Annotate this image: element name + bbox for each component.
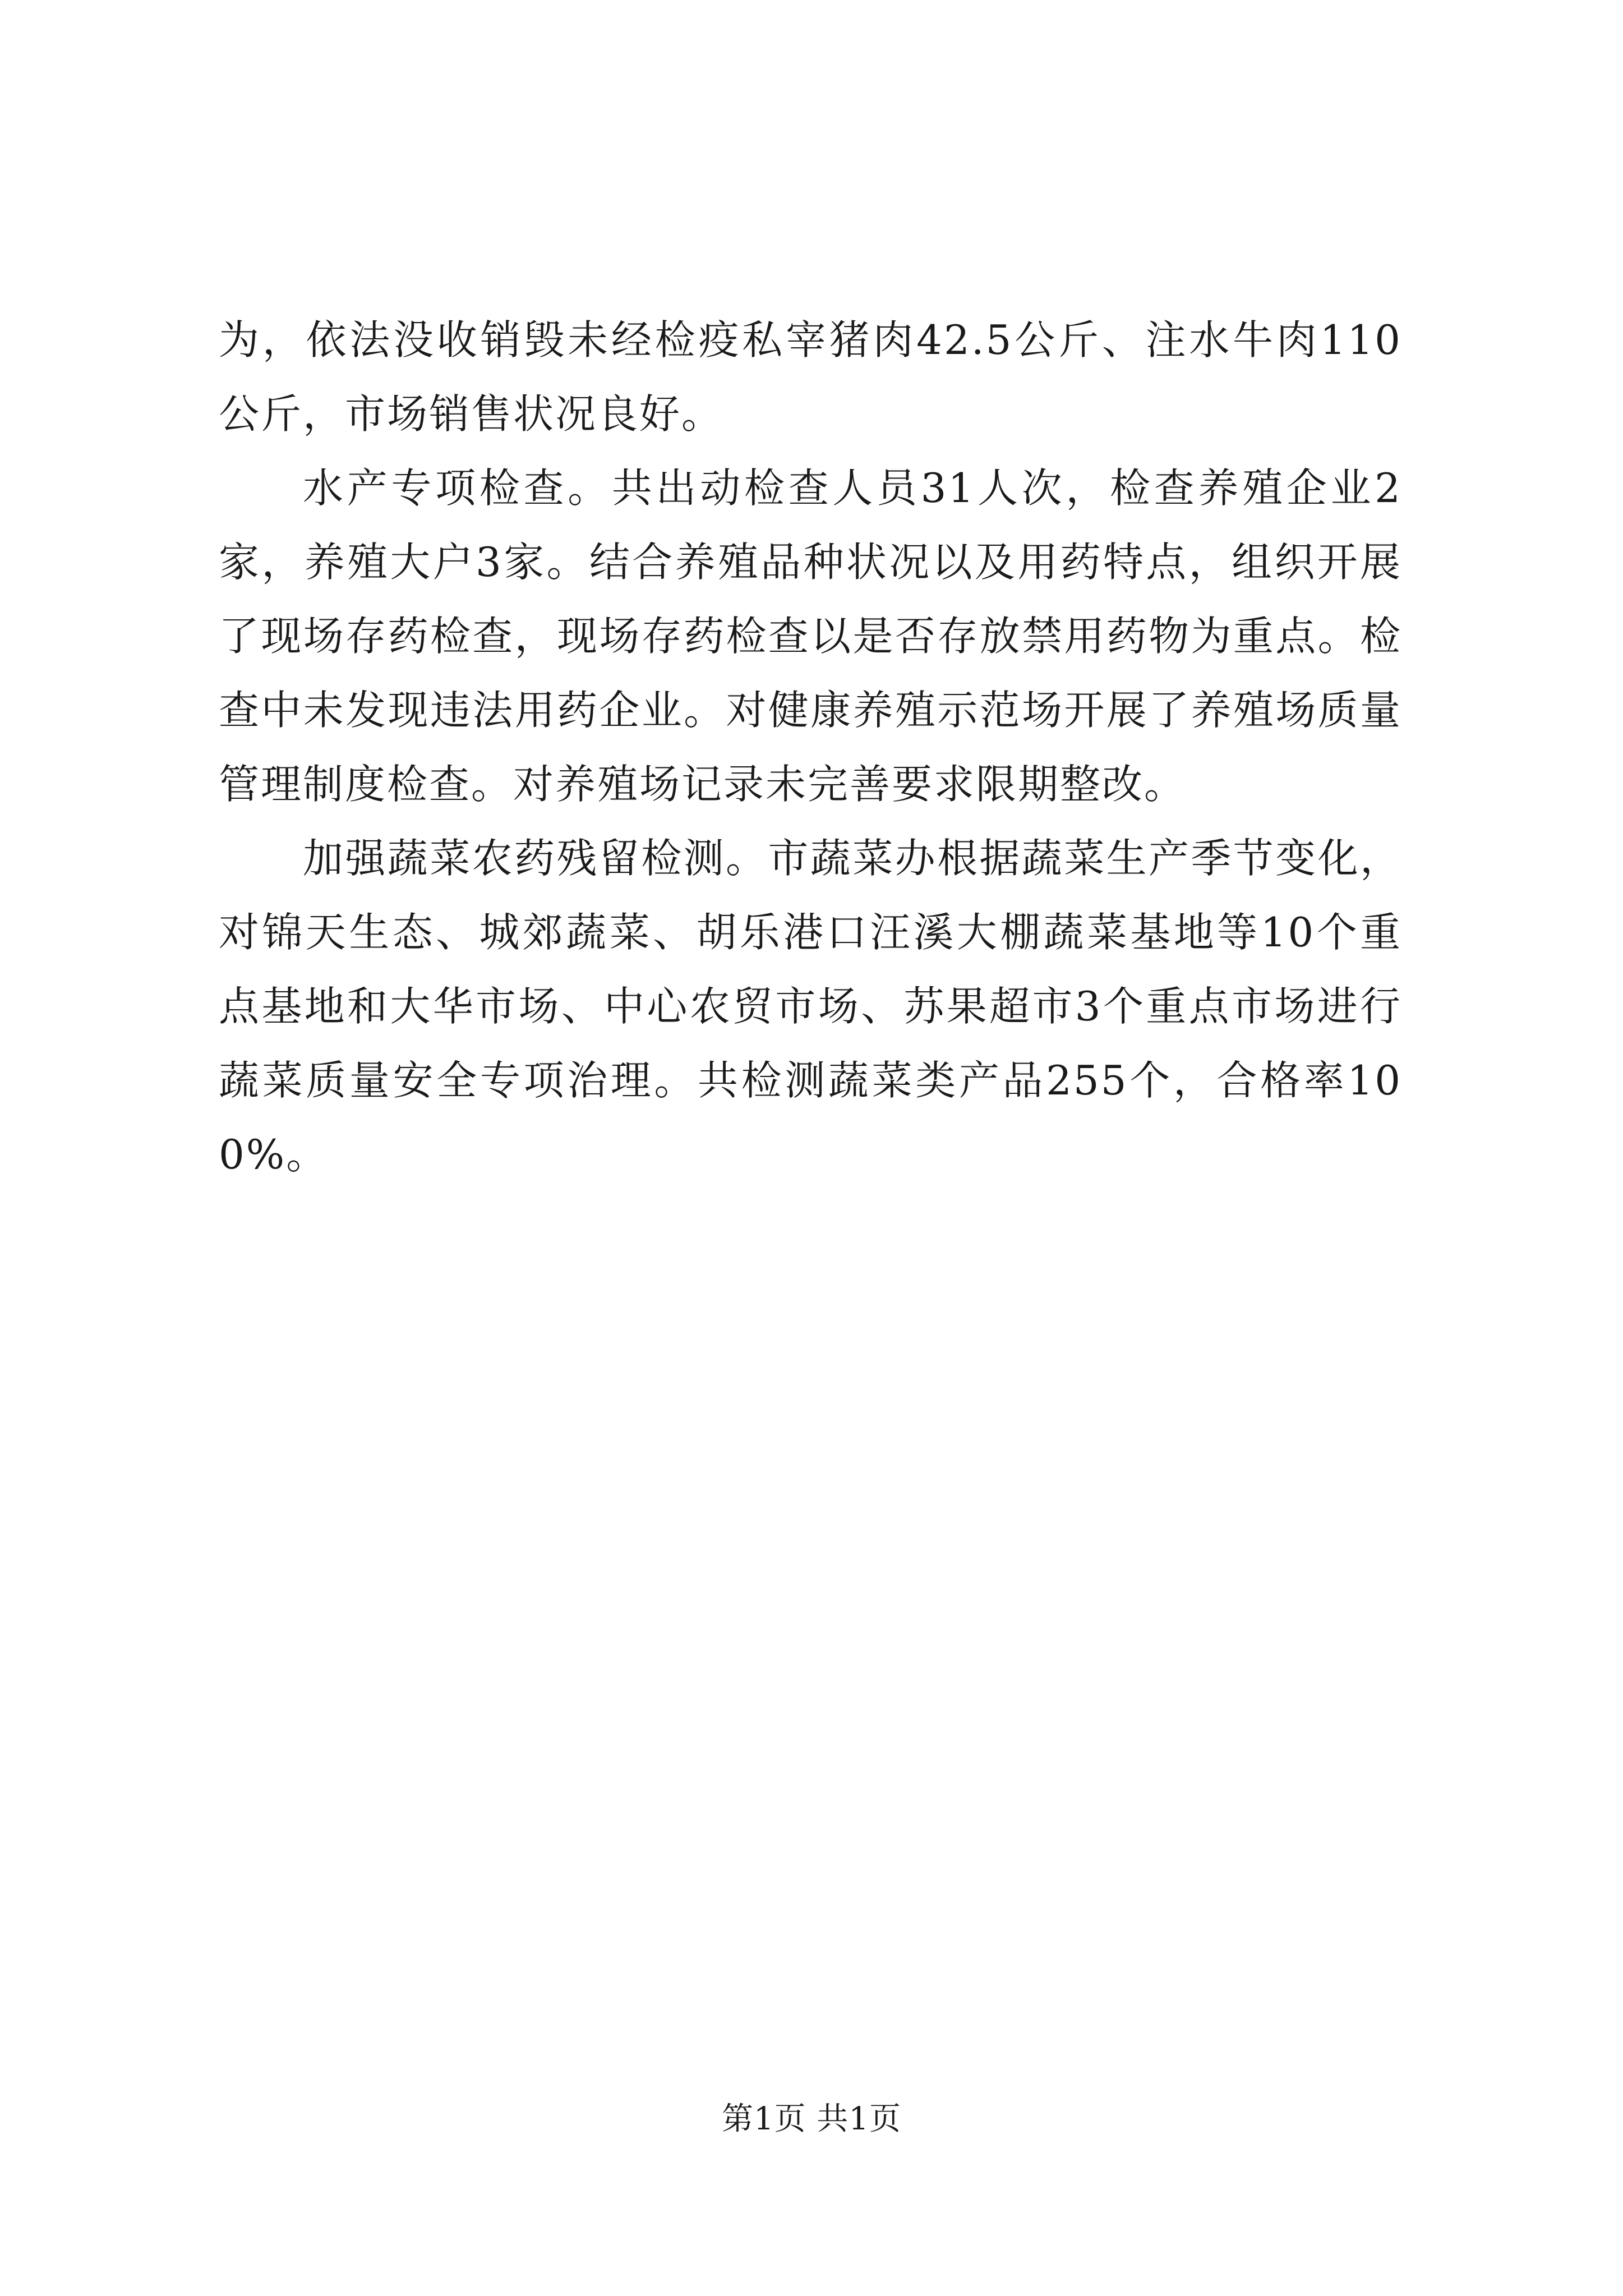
paragraph-continuation: 为，依法没收销毁未经检疫私宰猪肉42.5公斤、注水牛肉110公斤，市场销售状况良好。 (219, 316, 1402, 438)
paragraph-aquatic-inspection: 水产专项检查。共出动检查人员31人次，检查养殖企业2家，养殖大户3家。结合养殖品种状况以及用药特点，组织开展了现场存药检查，现场存药检查以是否存放禁用药物为重点。检查中未发现违法用药企业。对健康养殖示范场开展了养殖场质量管理制度检查。对养殖场记录未完善要求限期整改。 (219, 464, 1402, 808)
page-number-footer: 第1页 共1页 (721, 2101, 902, 2137)
paragraph-vegetable-testing: 加强蔬菜农药残留检测。市蔬菜办根据蔬菜生产季节变化，对锦天生态、城郊蔬菜、胡乐港口汪溪大棚蔬菜基地等10个重点基地和大华市场、中心农贸市场、苏果超市3个重点市场进行蔬菜质量安全专项治理。共检测蔬菜类产品255个，合格率100%。 (219, 835, 1402, 1178)
document-body (219, 303, 1402, 1191)
